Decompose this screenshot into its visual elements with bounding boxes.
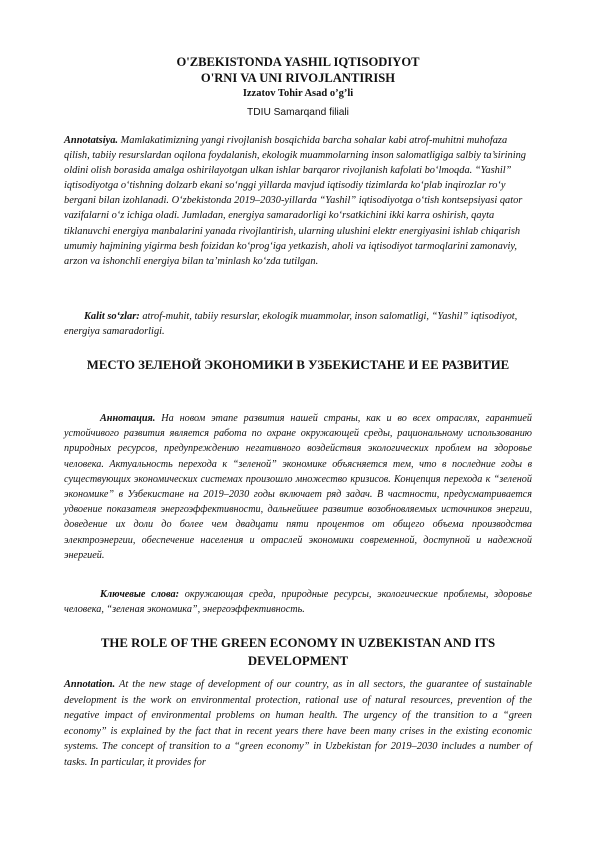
ru-abstract-label: Аннотация. — [100, 413, 156, 424]
uz-title-line-2: O'RNI VA UNI RIVOJLANTIRISH — [200, 71, 396, 85]
ru-abstract-text: На новом этапе развития нашей страны, как и во всех отраслях, гарантией устойчивого развития является работа по охране окружающей среды, рациональному использованию природных ресурсов, предупреждению негативного воздействия экологических проблем на здоровье человека. Актуальность перехода к “зеленой” экономике объясняется тем, что в последние годы в существующих экономических системах произошло множество кризисов. Концепция перехода к “зеленой экономике” в Узбекистане на 2019–2030 годы включает ряд задач. В частности, предусматривается удвоение показателя энергоэффективности, дальнейшее развитие возобновляемых источников энергии, доведение их доли до более чем двадцати пяти процентов от общего объема производства электроэнергии, обеспечение населения и отраслей экономики современной, доступной и надежной энергией. — [64, 413, 532, 561]
ru-keywords-label: Ключевые слова: — [100, 589, 179, 600]
ru-abstract — [64, 411, 532, 563]
ru-title: МЕСТО ЗЕЛЕНОЙ ЭКОНОМИКИ В УЗБЕКИСТАНЕ И ЕЕ РАЗВИТИЕ — [86, 358, 510, 372]
uz-abstract — [64, 133, 532, 269]
uz-abstract-text: Mamlakatimizning yangi rivojlanish bosqichida barcha sohalar kabi atrof-muhitni muhofaza qilish, tabiiy resurslardan oqilona foydalanish, ekologik muammolarning inson salomatligiga salbiy ta’sirining oldini olish borasida amalga oshirilayotgan ulkan ishlar barqaror rivojlanish kafolati bo‘lmoqda. “Yashil” iqtisodiyotga o‘tishning dolzarb ekani so‘nggi yillarda mavjud iqtisodiy tizimlarda ko‘plab inqirozlar ro‘y bergani bilan izohlanadi. O‘zbekistonda 2019–2030-yillarda “Yashil” iqtisodiyotga o‘tish kontsepsiyasi qator vazifalarni o‘z ichiga oladi. Jumladan, energiya samaradorligi ko‘rsatkichini ikki karra oshirish, qayta tiklanuvchi energiya manbalarini yanada rivojlantirish, ularning ulushini elektr energiyasini ishlab chiqarish umumiy hajmining yigirma besh foizidan ko‘prog‘iga yetkazish, aholi va iqtisodiyot tarmoqlarini zamonaviy, arzon va ishonchli energiya bilan ta’minlash ko‘zda tutilgan. — [64, 135, 527, 267]
uz-keywords — [64, 309, 532, 339]
uz-abstract-label: Annotatsiya. — [64, 135, 118, 146]
en-abstract-label: Annotation. — [64, 679, 116, 690]
author-name: Izzatov Tohir Asad o’g’li — [242, 88, 354, 99]
uz-title-line-1: O'ZBEKISTONDA YASHIL IQTISODIYOT — [176, 55, 420, 69]
en-abstract — [64, 677, 532, 770]
uz-title — [60, 54, 536, 86]
en-abstract-text: At the new stage of development of our country, as in all sectors, the guarantee of sustainable development is the work on environmental protection, rational use of natural resources, prevention of the negative impact of environmental problems on human health. The urgency of the transition to a “green economy” is explained by the fact that in recent years there have been many crises in the existing economic systems. The concept of transition to a “green economy” in Uzbekistan for 2019–2030 includes a number of tasks. In particular, it provides for — [64, 679, 532, 768]
author-affiliation: TDIU Samarqand filiali — [247, 107, 349, 118]
uz-keywords-label: Kalit so‘zlar: — [84, 311, 140, 322]
en-title: THE ROLE OF THE GREEN ECONOMY IN UZBEKISTAN AND ITS DEVELOPMENT — [100, 636, 496, 668]
ru-keywords-text: окружающая среда, природные ресурсы, экологические проблемы, здоровье человека, “зеленая экономика”, энергоэффективность. — [64, 589, 532, 616]
uz-keywords-text: atrof-muhit, tabiiy resurslar, ekologik muammolar, inson salomatligi, “Yashil” iqtisodiyot, energiya samaradorligi. — [64, 311, 518, 338]
ru-keywords — [64, 587, 532, 617]
